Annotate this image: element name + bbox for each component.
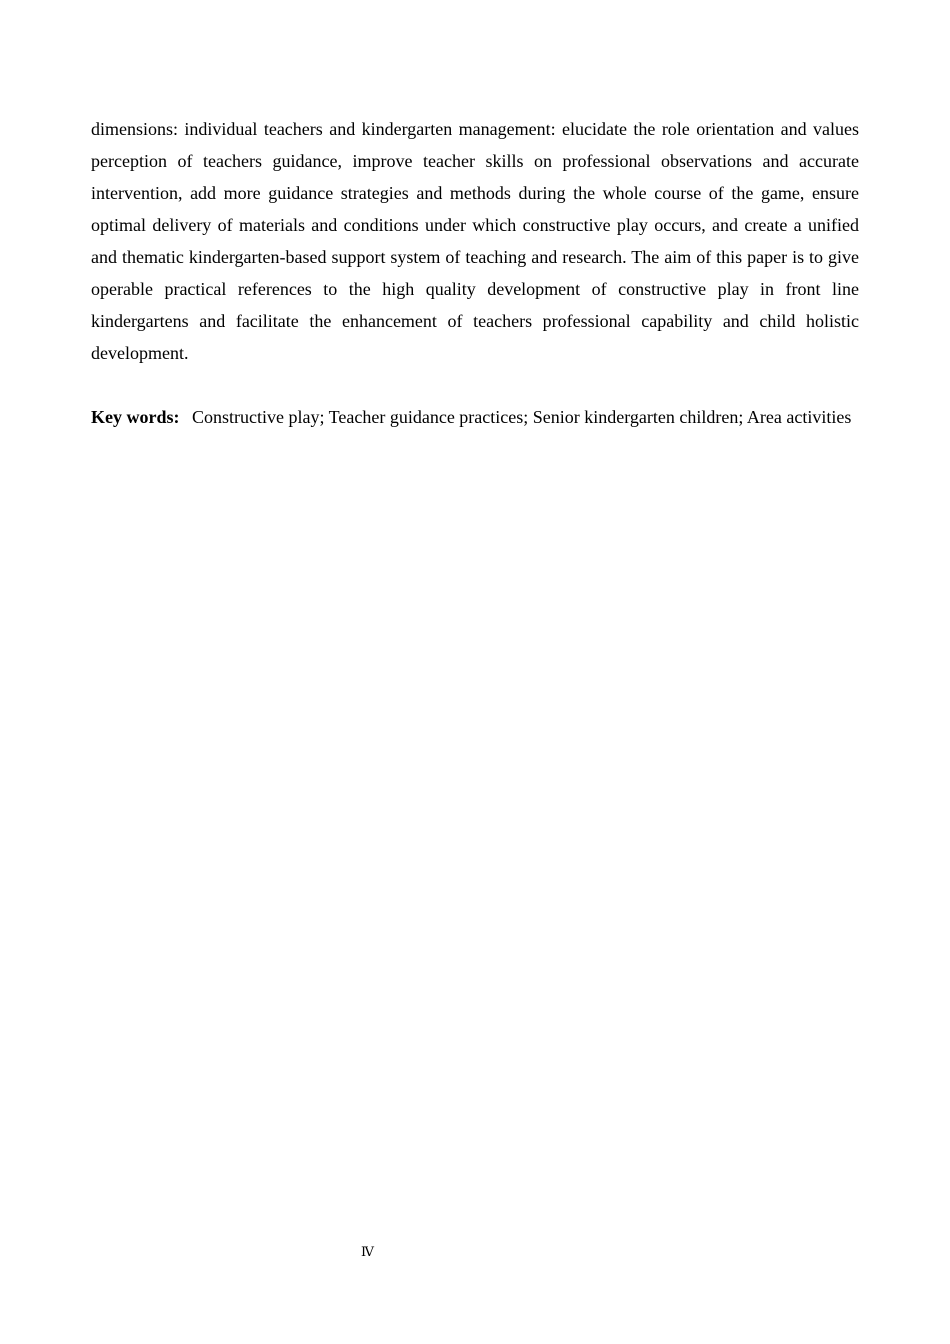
document-page bbox=[91, 113, 859, 433]
keywords-text: Constructive play; Teacher guidance practices; Senior kindergarten children; Area activities bbox=[192, 407, 852, 427]
abstract-paragraph: dimensions: individual teachers and kindergarten management: elucidate the role orientation and values perception of teachers guidance, improve teacher skills on professional observations and accurate intervention, add more guidance strategies and methods during the whole course of the game, ensure optimal delivery of materials and conditions under which constructive play occurs, and create a unified and thematic kindergarten-based support system of teaching and research. The aim of this paper is to give operable practical references to the high quality development of constructive play in front line kindergartens and facilitate the enhancement of teachers professional capability and child holistic development. bbox=[91, 119, 859, 363]
keywords-line bbox=[91, 401, 859, 433]
keywords-label: Key words: bbox=[91, 407, 180, 427]
page-number: Ⅳ bbox=[361, 1244, 374, 1259]
